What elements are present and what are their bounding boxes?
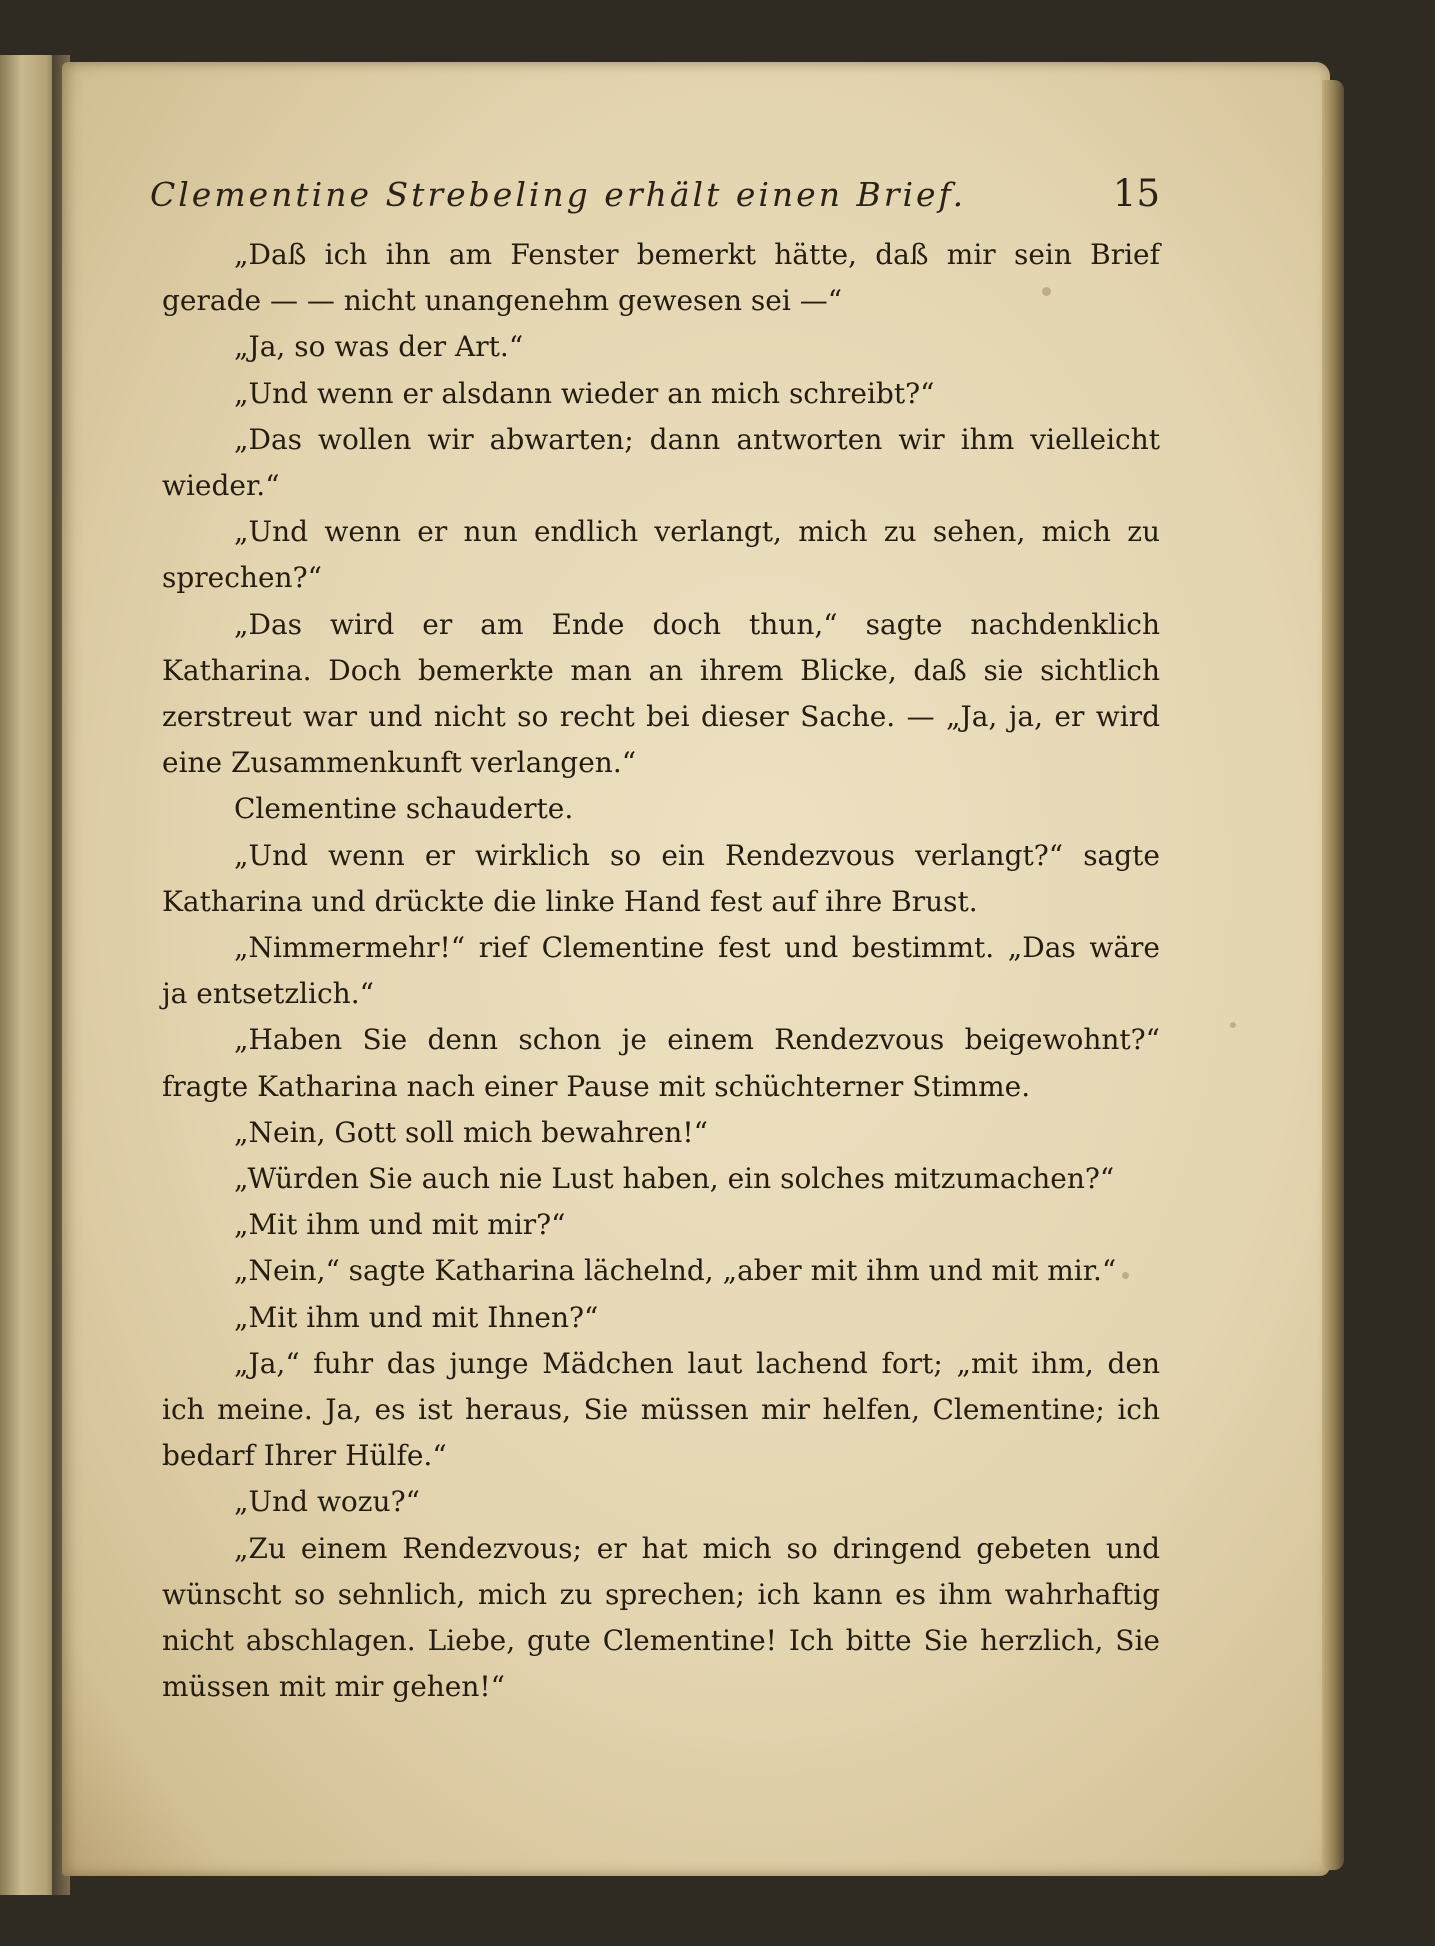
paragraph: „Das wollen wir abwarten; dann antworten wir ihm vielleicht wieder.“ <box>162 422 1160 503</box>
paragraph: „Mit ihm und mit mir?“ <box>234 1208 566 1242</box>
paragraph: „Ja,“ fuhr das junge Mädchen laut lachend fort; „mit ihm, den ich meine. Ja, es ist heraus, Sie müssen mir helfen, Clementine; ich bedarf Ihrer Hülfe.“ <box>162 1346 1160 1473</box>
paragraph: „Zu einem Rendezvous; er hat mich so dringend gebeten und wünscht so sehnlich, mich zu sprechen; ich kann es ihm wahrhaftig nicht abschlagen. Liebe, gute Clementine! Ich bitte Sie herzlich, Sie müssen mit mir gehen!“ <box>162 1531 1160 1704</box>
paragraph: „Nein,“ sagte Katharina lächelnd, „aber mit ihm und mit mir.“ <box>234 1254 1117 1288</box>
paragraph: „Nein, Gott soll mich bewahren!“ <box>234 1115 708 1149</box>
paragraph: „Daß ich ihn am Fenster bemerkt hätte, daß mir sein Brief gerade — — nicht unangenehm gewesen sei —“ <box>162 238 1160 318</box>
paragraph: „Mit ihm und mit Ihnen?“ <box>234 1300 599 1334</box>
foxing-spot <box>1230 1022 1236 1028</box>
paragraph: „Und wozu?“ <box>234 1485 420 1519</box>
paragraph: „Und wenn er wirklich so ein Rendezvous verlangt?“ sagte Katharina und drückte die linke Hand fest auf ihre Brust. <box>162 838 1160 918</box>
paragraph: „Das wird er am Ende doch thun,“ sagte nachdenklich Katharina. Doch bemerkte man an ihrem Blicke, daß sie sichtlich zerstreut war und nicht so recht bei dieser Sache. — „Ja, ja, er wird eine Zusammenkunft verlangen.“ <box>162 607 1160 780</box>
paragraph: „Und wenn er nun endlich verlangt, mich zu sehen, mich zu sprechen?“ <box>162 515 1160 595</box>
running-title: Clementine Strebeling erhält einen Brief. <box>150 175 967 214</box>
paragraph: „Würden Sie auch nie Lust haben, ein solches mitzumachen?“ <box>234 1162 1115 1196</box>
paragraph: „Ja, so was der Art.“ <box>234 330 524 364</box>
paragraph: „Haben Sie denn schon je einem Rendezvous beigewohnt?“ fragte Katharina nach einer Pause mit schüchterner Stimme. <box>162 1023 1160 1103</box>
paragraph: „Und wenn er alsdann wieder an mich schreibt?“ <box>234 376 935 410</box>
page-number: 15 <box>1112 172 1160 215</box>
paragraph: „Nimmermehr!“ rief Clementine fest und bestimmt. „Das wäre ja entsetzlich.“ <box>162 931 1160 1011</box>
page-fore-edge <box>1322 80 1344 1870</box>
running-header <box>150 172 1160 215</box>
paragraph: Clementine schauderte. <box>234 792 574 826</box>
body-text <box>162 232 1160 1711</box>
